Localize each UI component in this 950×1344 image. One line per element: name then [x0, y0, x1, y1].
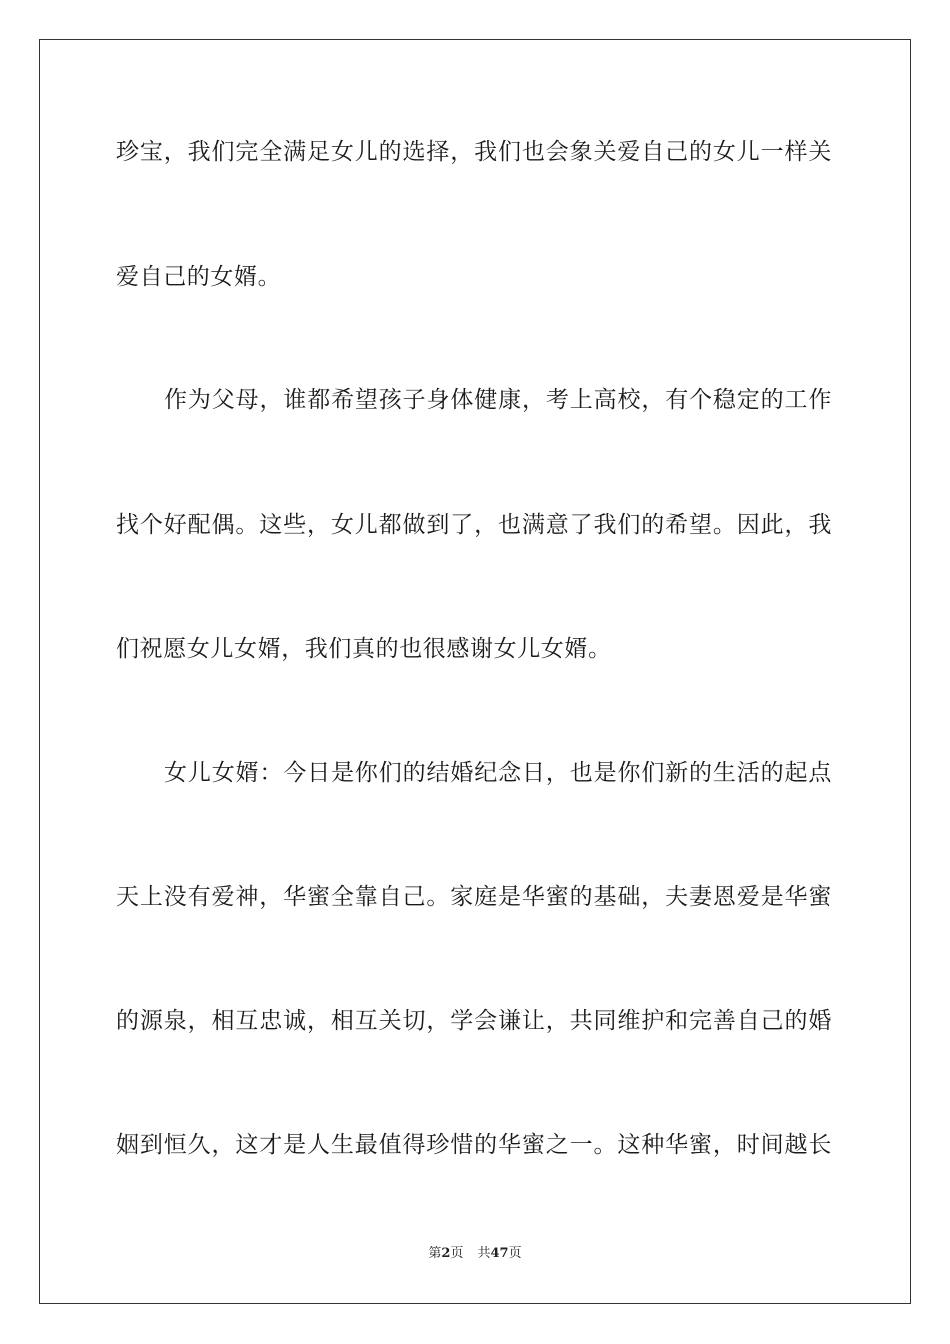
footer-total-pages: 47	[490, 1246, 509, 1261]
footer-page-suffix: 页	[450, 1246, 464, 1261]
body-line-5: 们祝愿女儿女婿，我们真的也很感谢女儿女婿。	[116, 636, 612, 662]
body-line-7: 天上没有爱神，华蜜全靠自己。家庭是华蜜的基础，夫妻恩爱是华蜜	[116, 884, 832, 910]
body-line-9: 姻到恒久，这才是人生最值得珍惜的华蜜之一。这种华蜜，时间越长	[116, 1132, 832, 1158]
footer-page-prefix: 第	[428, 1246, 442, 1261]
footer-page-number: 2	[441, 1246, 451, 1261]
body-line-1: 珍宝，我们完全满足女儿的选择，我们也会象关爱自己的女儿一样关	[116, 139, 832, 165]
page-border	[39, 39, 911, 1304]
body-line-8: 的源泉，相互忠诚，相互关切，学会谦让，共同维护和完善自己的婚	[116, 1008, 832, 1034]
body-line-2: 爱自己的女婿。	[116, 264, 282, 290]
footer-total-suffix: 页	[508, 1246, 522, 1261]
body-line-6: 女儿女婿：今日是你们的结婚纪念日，也是你们新的生活的起点	[164, 760, 832, 786]
body-line-3: 作为父母，谁都希望孩子身体健康，考上高校，有个稳定的工作	[164, 387, 832, 413]
page-footer	[0, 1245, 950, 1263]
footer-total-prefix: 共	[477, 1246, 491, 1261]
body-line-4: 找个好配偶。这些，女儿都做到了，也满意了我们的希望。因此，我	[116, 512, 832, 538]
